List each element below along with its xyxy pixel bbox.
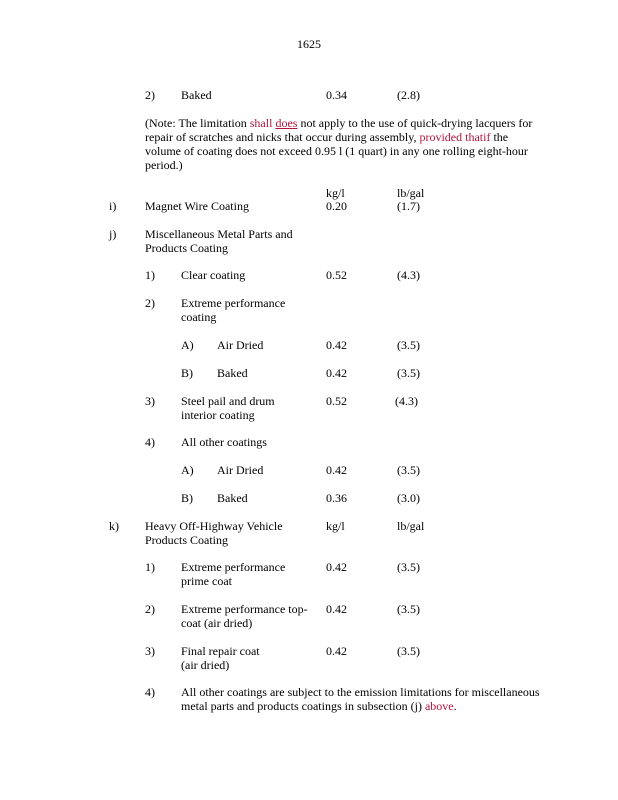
item-j-r2b-label: Baked xyxy=(217,366,248,380)
baked-row-lb: (2.8) xyxy=(397,88,420,102)
item-j-r1-label: Clear coating xyxy=(181,268,246,282)
item-k-r3-kg: 0.42 xyxy=(326,644,347,658)
item-k-label-line2: Products Coating xyxy=(145,533,228,547)
note-if: if xyxy=(483,130,491,144)
note-paragraph xyxy=(145,116,545,172)
item-k-r4-line2-text: metal parts and products coatings in subsection (j) xyxy=(181,699,425,713)
item-j-r3-lb: (4.3) xyxy=(395,394,418,408)
item-j-r1-number: 1) xyxy=(145,268,155,282)
item-j-r4-label: All other coatings xyxy=(181,435,267,449)
item-j-r2b-letter: B) xyxy=(181,366,193,380)
item-j-letter: j) xyxy=(109,227,117,241)
item-k-r1-number: 1) xyxy=(145,560,155,574)
item-j-r4b-label: Baked xyxy=(217,491,248,505)
item-k-r2-number: 2) xyxy=(145,602,155,616)
item-j-r2b-kg: 0.42 xyxy=(326,366,347,380)
item-j-r3-kg: 0.52 xyxy=(326,394,347,408)
note-text-3: the volume of coating does not exceed 0.95 l (1 quart) in any one rolling eight-hour period.) xyxy=(145,130,528,172)
item-i-lb: (1.7) xyxy=(397,199,420,213)
baked-row-label: Baked xyxy=(181,88,212,102)
item-j-r2a-letter: A) xyxy=(181,338,194,352)
units-lb-header: lb/gal xyxy=(397,186,425,200)
item-j-label-line2: Products Coating xyxy=(145,241,228,255)
item-j-r4a-letter: A) xyxy=(181,463,194,477)
item-k-r3-line1: Final repair coat xyxy=(181,644,260,658)
item-k-r4-line2 xyxy=(181,699,457,713)
item-j-r1-kg: 0.52 xyxy=(326,268,347,282)
note-does: does xyxy=(275,116,298,130)
item-k-lb-unit: lb/gal xyxy=(397,519,425,533)
item-k-r3-number: 3) xyxy=(145,644,155,658)
item-j-r2a-label: Air Dried xyxy=(217,338,264,352)
baked-row-number: 2) xyxy=(145,88,155,102)
item-k-r1-lb: (3.5) xyxy=(397,560,420,574)
note-shall: shall xyxy=(249,116,273,130)
item-k-kg-unit: kg/l xyxy=(326,519,345,533)
item-k-r4-number: 4) xyxy=(145,685,155,699)
item-j-r2-line1: Extreme performance xyxy=(181,296,286,310)
item-k-r1-line2: prime coat xyxy=(181,574,232,588)
item-k-letter: k) xyxy=(109,519,119,533)
item-j-r2b-lb: (3.5) xyxy=(397,366,420,380)
item-k-label-line1: Heavy Off-Highway Vehicle xyxy=(145,519,283,533)
item-k-r4-period: . xyxy=(453,699,457,713)
baked-row-kg: 0.34 xyxy=(326,88,347,102)
item-j-r4a-label: Air Dried xyxy=(217,463,264,477)
item-k-r4-line1: All other coatings are subject to the emission limitations for miscellaneous xyxy=(181,685,540,699)
note-text-1: (Note: The limitation xyxy=(145,116,250,130)
item-k-r1-line1: Extreme performance xyxy=(181,560,286,574)
item-k-r2-line2: coat (air dried) xyxy=(181,616,253,630)
item-j-r3-number: 3) xyxy=(145,394,155,408)
item-k-r2-line1: Extreme performance top- xyxy=(181,602,308,616)
item-j-r2-number: 2) xyxy=(145,296,155,310)
item-k-r1-kg: 0.42 xyxy=(326,560,347,574)
item-j-r4b-lb: (3.0) xyxy=(397,491,420,505)
item-j-r1-lb: (4.3) xyxy=(397,268,420,282)
item-j-r3-line2: interior coating xyxy=(181,408,255,422)
item-j-r4b-kg: 0.36 xyxy=(326,491,347,505)
page-number: 1625 xyxy=(297,37,321,51)
item-k-r3-lb: (3.5) xyxy=(397,644,420,658)
item-k-r2-kg: 0.42 xyxy=(326,602,347,616)
note-provided-that: provided that xyxy=(419,130,484,144)
item-k-r3-line2: (air dried) xyxy=(181,658,230,672)
item-j-r3-line1: Steel pail and drum xyxy=(181,394,275,408)
item-k-r2-lb: (3.5) xyxy=(397,602,420,616)
item-i-letter: i) xyxy=(109,199,117,213)
item-j-r2a-kg: 0.42 xyxy=(326,338,347,352)
item-j-r4b-letter: B) xyxy=(181,491,193,505)
item-j-r2-line2: coating xyxy=(181,310,217,324)
item-i-label: Magnet Wire Coating xyxy=(145,199,249,213)
note-text-2: not apply to the use of quick-drying lacquers for repair of scratches and nicks that occur during assembly, xyxy=(145,116,533,144)
item-i-kg: 0.20 xyxy=(326,199,347,213)
item-j-r4a-kg: 0.42 xyxy=(326,463,347,477)
item-j-r4a-lb: (3.5) xyxy=(397,463,420,477)
item-j-r4-number: 4) xyxy=(145,435,155,449)
item-j-label-line1: Miscellaneous Metal Parts and xyxy=(145,227,293,241)
item-j-r2a-lb: (3.5) xyxy=(397,338,420,352)
units-kg-header: kg/l xyxy=(326,186,345,200)
item-k-r4-above: above xyxy=(424,699,454,713)
